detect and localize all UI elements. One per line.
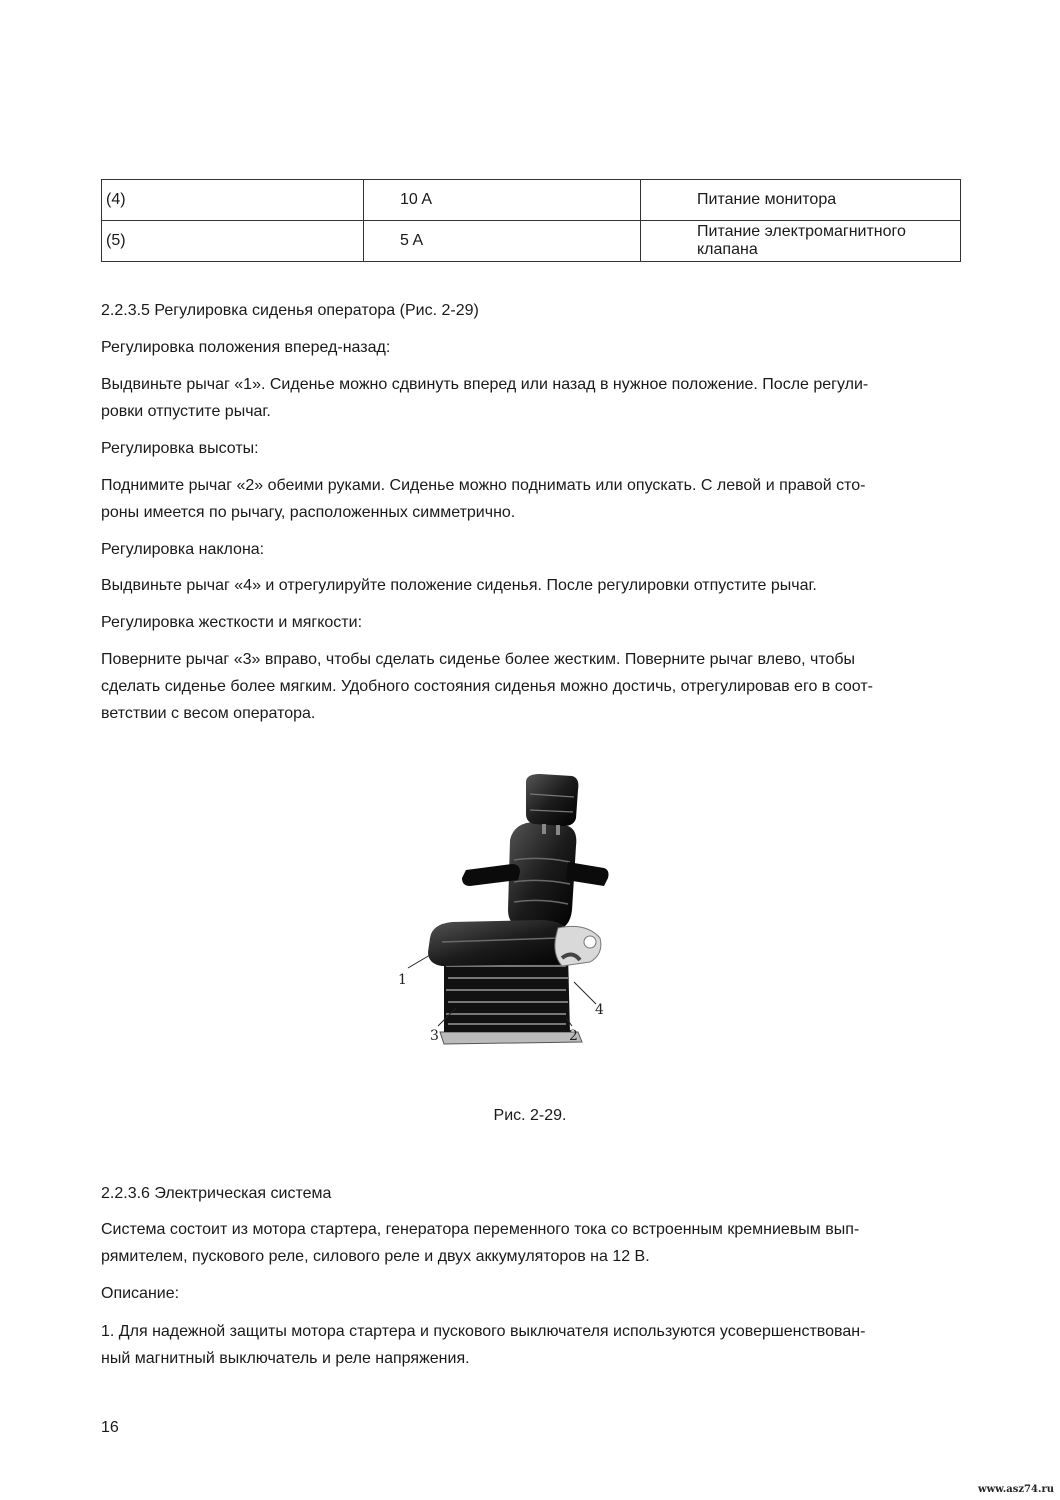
paragraph-forward-back xyxy=(101,371,961,425)
paragraph-stiffness xyxy=(101,646,961,727)
callout-label: 1 xyxy=(398,972,407,988)
headrest xyxy=(526,774,578,826)
section-heading-electrical: 2.2.3.6 Электрическая система xyxy=(101,1185,332,1202)
table-row xyxy=(102,180,961,221)
text-line: Поверните рычаг «3» вправо, чтобы сделать сиденье более жестким. Поверните рычаг влево, чтобы xyxy=(101,651,856,668)
subheading-description: Описание: xyxy=(101,1285,180,1302)
fuse-current-cell: 5 A xyxy=(364,221,641,262)
fuse-function-cell: Питание монитора xyxy=(641,180,961,221)
subheading-forward-back: Регулировка положения вперед-назад: xyxy=(101,339,391,356)
callout-label: 3 xyxy=(430,1028,439,1044)
table-row xyxy=(102,221,961,262)
operator-seat-figure xyxy=(390,770,620,1050)
text-line: Выдвиньте рычаг «1». Сиденье можно сдвинуть вперед или назад в нужное положение. После регули- xyxy=(101,376,869,393)
figure-caption: Рис. 2-29. xyxy=(493,1107,567,1124)
page-number: 16 xyxy=(101,1419,119,1436)
fuse-current-cell: 10 A xyxy=(364,180,641,221)
fuse-function-cell: Питание электромагнитного клапана xyxy=(641,221,961,262)
text-line: ный магнитный выключатель и реле напряжения. xyxy=(101,1350,470,1367)
subheading-tilt: Регулировка наклона: xyxy=(101,541,265,558)
text-line: Поднимите рычаг «2» обеими руками. Сиденье можно поднимать или опускать. С левой и правой сто- xyxy=(101,477,866,494)
fuse-table xyxy=(101,179,961,262)
watermark: www.asz74.ru xyxy=(977,1484,1054,1495)
text-line: рямителем, пускового реле, силового реле и двух аккумуляторов на 12 В. xyxy=(101,1248,650,1265)
subheading-height: Регулировка высоты: xyxy=(101,440,259,457)
suspension-bellows xyxy=(444,954,570,1032)
text-line: ровки отпустите рычаг. xyxy=(101,403,271,420)
text-line: сделать сиденье более мягким. Удобного состояния сиденья можно достичь, отрегулировав его в соот- xyxy=(101,678,874,695)
text-line: Система состоит из мотора стартера, генератора переменного тока со встроенным кремниевым вып- xyxy=(101,1221,860,1238)
paragraph-electrical-intro xyxy=(101,1216,961,1270)
paragraph-item-1 xyxy=(101,1318,961,1372)
subheading-stiffness: Регулировка жесткости и мягкости: xyxy=(101,614,363,631)
fuse-id-cell: (4) xyxy=(102,180,364,221)
text-line: 1. Для надежной защиты мотора стартера и пускового выключателя используются усовершенствован- xyxy=(101,1323,866,1340)
base-plate xyxy=(440,1032,582,1044)
section-heading-seat: 2.2.3.5 Регулировка сиденья оператора (Рис. 2-29) xyxy=(101,302,479,319)
text-line: роны имеется по рычагу, расположенных симметрично. xyxy=(101,504,516,521)
callout-label: 2 xyxy=(569,1028,578,1044)
callout-label: 4 xyxy=(595,1002,604,1018)
text-line: ветствии с весом оператора. xyxy=(101,705,316,722)
paragraph-tilt: Выдвиньте рычаг «4» и отрегулируйте положение сиденья. После регулировки отпустите рычаг. xyxy=(101,577,817,594)
fuse-id-cell: (5) xyxy=(102,221,364,262)
seat-cushion xyxy=(428,920,576,966)
paragraph-height xyxy=(101,472,961,526)
